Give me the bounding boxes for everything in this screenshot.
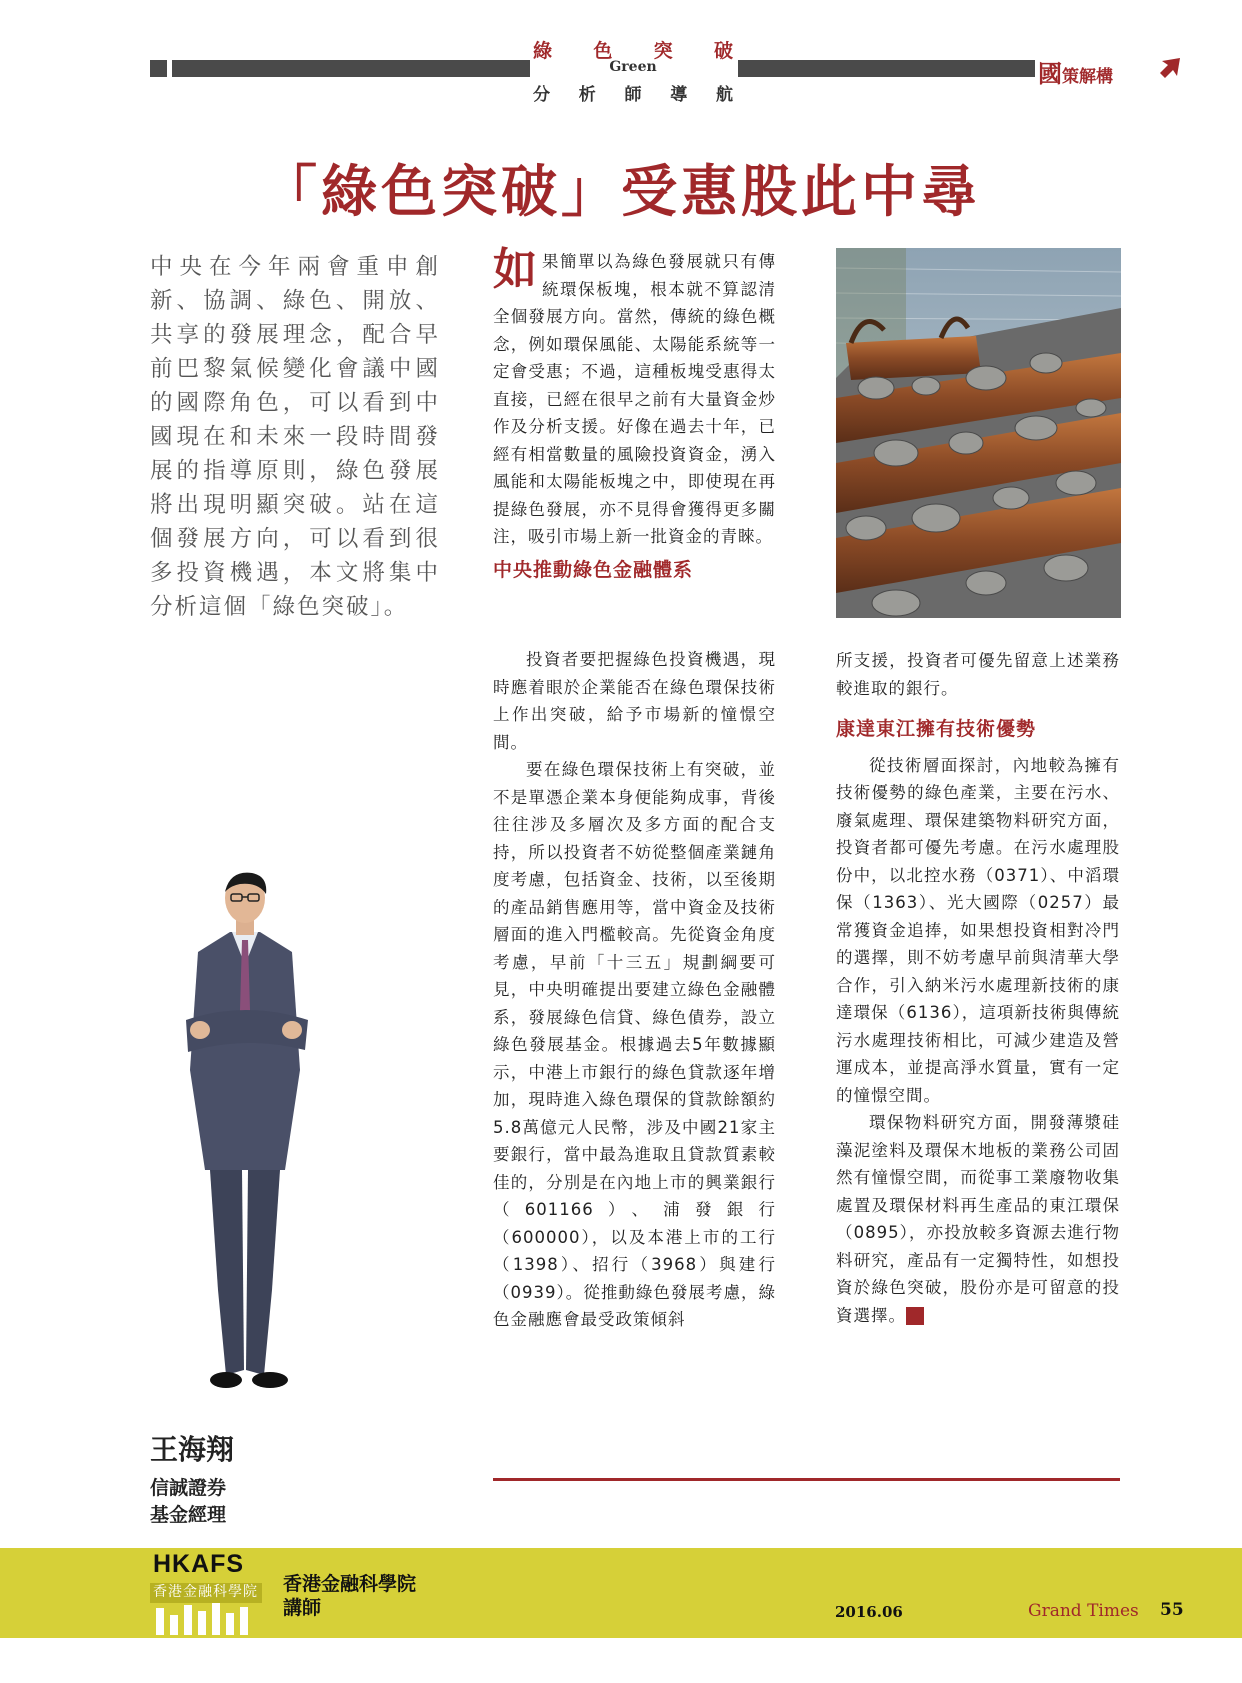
header-square — [150, 60, 167, 77]
magazine-name: Grand Times — [1028, 1601, 1139, 1621]
article-title: 「綠色突破」受惠股此中尋 — [261, 159, 981, 225]
author-photo — [160, 870, 330, 1410]
header-char: 破 — [713, 40, 733, 62]
author-title: 基金經理 — [150, 1504, 227, 1526]
subheading: 中央推動綠色金融體系 — [493, 558, 694, 581]
header-char: 師 — [624, 85, 642, 105]
header-bar-left — [172, 60, 530, 77]
end-mark: 人 — [906, 1307, 924, 1325]
logo-subtext: 香港金融科學院 — [153, 1584, 258, 1600]
logo-text: HKAFS — [153, 1550, 245, 1578]
header-char: 析 — [578, 85, 596, 105]
header-section-en: Green — [609, 59, 657, 75]
footer-org-role: 講師 — [283, 1597, 322, 1619]
dropcap: 如 — [493, 244, 538, 295]
header-char: 航 — [716, 85, 733, 105]
issue-date: 2016.06 — [835, 1603, 903, 1621]
header-char: 分 — [533, 85, 550, 105]
footer-org-name: 香港金融科學院 — [283, 1573, 417, 1595]
author-company: 信誠證券 — [150, 1477, 227, 1499]
paragraph: 所支援，投資者可優先留意上述業務較進取的銀行。 — [836, 651, 1120, 698]
header-category-rest: 策解構 — [1062, 67, 1113, 87]
footer-organization — [283, 1572, 416, 1620]
author-role — [150, 1475, 226, 1529]
page-number: 55 — [1160, 1600, 1184, 1620]
header-category — [1038, 54, 1113, 89]
header-char: 導 — [670, 85, 688, 105]
header-char: 突 — [653, 40, 673, 62]
paragraph: 從技術層面探討，內地較為擁有技術優勢的綠色產業，主要在污水、廢氣處理、環保建築物料研究方面，投資者都可優先考慮。在污水處理股份中，以北控水務（0371）、中滔環保（1363）、光大國際（0257）最常獲資金追捧，如果想投資相對冷門的選擇，則不妨考慮早前與清華大學合作，引入納米污水處理新技術的康達環保（6136），這項新技術與傳統污水處理技術相比，可減少建造及營運成本，並提高淨水質量，實有一定的憧憬空間。 — [836, 755, 1120, 1105]
paragraph: 果簡單以為綠色發展就只有傳統環保板塊，根本就不算認清全個發展方向。當然，傳統的綠色概念，例如環保風能、太陽能系統等一定會受惠；不過，這種板塊受惠得太直接，已經在很早之前有大量資金炒作及分析支援。好像在過去十年，已經有相當數量的風險投資資金，湧入風能和太陽能板塊之中，即使現在再提綠色發展，亦不見得會獲得更多關注，吸引市場上新一批資金的青睞。 — [493, 252, 776, 546]
header-char: 綠 — [533, 40, 553, 62]
header-category-big: 國 — [1038, 59, 1062, 88]
paragraph: 環保物料研究方面，開發薄漿硅藻泥塗料及環保木地板的業務公司固然有憧憬空間，而從事工業廢物收集處置及環保材料再生產品的東江環保（0895），亦投放較多資源去進行物料研究，產品有一定獨特性，如想投資於綠色突破，股份亦是可留意的投資選擇。 — [836, 1113, 1120, 1325]
header-bar-right — [738, 60, 1035, 77]
article-column-2 — [493, 244, 776, 592]
article-intro: 中央在今年兩會重申創新、協調、綠色、開放、共享的發展理念，配合早前巴黎氣候變化會議中國的國際角色，可以看到中國現在和未來一段時間發展的指導原則，綠色發展將出現明顯突破。站在這個發展方向，可以看到很多投資機遇，本文將集中分析這個「綠色突破」。 — [150, 254, 440, 620]
paragraph: 要在綠色環保技術上有突破，並不是單憑企業本身便能夠成事，背後往往涉及多層次及多方面的配合支持，所以投資者不妨從整個產業鏈角度考慮，包括資金、技術，以至後期的產品銷售應用等，當中資金及技術層面的進入門檻較高。先從資金角度考慮，早前「十三五」規劃綱要可見，中央明確提出要建立綠色金融體系，發展綠色信貸、綠色債券，設立綠色發展基金。根據過去5年數據顯示，中港上市銀行的綠色貸款逐年增加，現時進入綠色環保的貸款餘額約5.8萬億元人民幣，涉及中國21家主要銀行，當中最為進取且貸款質素較佳的，分別是在內地上市的興業銀行（601166）、浦發銀行（600000），以及本港上市的工行（1398）、招行（3968）與建行（0939）。從推動綠色發展考慮，綠色金融應會最受政策傾斜 — [493, 760, 776, 1329]
article-column-2-cont — [493, 646, 776, 1334]
pipes-photo — [836, 248, 1121, 618]
header-char: 色 — [593, 40, 613, 62]
author-name: 王海翔 — [150, 1433, 235, 1466]
arrow-icon — [1158, 54, 1184, 80]
subheading: 康達東江擁有技術優勢 — [836, 718, 1037, 740]
divider-rule — [493, 1478, 1120, 1481]
paragraph: 投資者要把握綠色投資機遇，現時應着眼於企業能否在綠色環保技術上作出突破，給予市場新的憧憬空間。 — [493, 650, 776, 752]
header-series-cn — [533, 80, 733, 105]
article-column-3 — [836, 647, 1120, 1329]
